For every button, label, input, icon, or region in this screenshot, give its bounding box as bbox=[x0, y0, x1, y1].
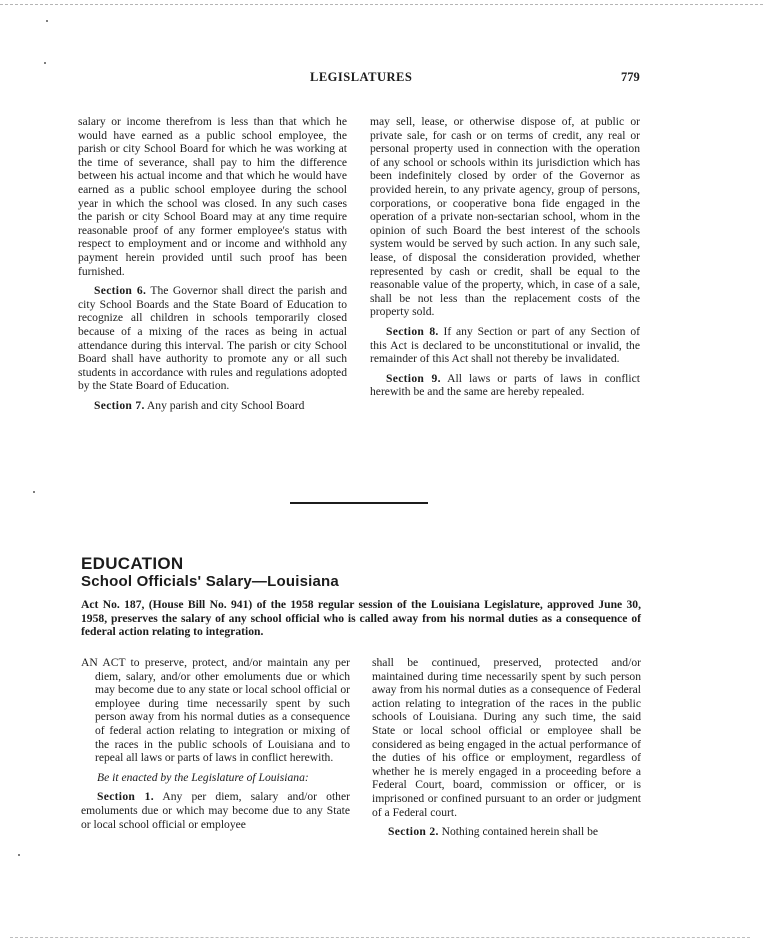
act-title-paragraph: AN ACT to preserve, protect, and/or maintain any per diem, salary, and/or other emoluments due or which may become due to any state or local school official or employee during time necessarily spent by such person away from his normal duties as a consequence of federal action relating to integration or mixing of the races in the public schools of Louisiana and to repeal all laws or parts of laws in conflict herewith. bbox=[81, 656, 350, 765]
section-label: Section 9. bbox=[386, 371, 441, 385]
act-right-column bbox=[372, 656, 641, 839]
act-left-column bbox=[81, 656, 350, 831]
section-text: Any per diem, salary and/or other emoluments due or which may become due to any State or local school official or employee bbox=[81, 790, 350, 831]
page-number: 779 bbox=[621, 70, 640, 84]
section-1 bbox=[81, 790, 350, 831]
top-right-column bbox=[370, 115, 640, 399]
article-title: School Officials' Salary—Louisiana bbox=[81, 573, 339, 590]
category-heading: EDUCATION bbox=[81, 554, 184, 573]
section-text: All laws or parts of laws in conflict herewith be and the same are hereby repealed. bbox=[370, 371, 640, 399]
section-label: Section 8. bbox=[386, 324, 439, 338]
section-9 bbox=[370, 372, 640, 399]
section-6 bbox=[78, 284, 347, 393]
running-title: LEGISLATURES bbox=[310, 70, 413, 84]
section-7 bbox=[78, 399, 347, 413]
section-label: Section 7. bbox=[94, 398, 145, 412]
section-label: Section 2. bbox=[388, 825, 439, 839]
section-text: Any parish and city School Board bbox=[144, 398, 305, 412]
section-text: If any Section or part of any Section of this Act is declared to be unconstitutional or invalid, the remainder of this Act shall not thereby be invalidated. bbox=[370, 324, 640, 366]
scan-speck bbox=[33, 491, 35, 493]
section-2 bbox=[372, 825, 641, 839]
section-label: Section 6. bbox=[94, 284, 147, 298]
scan-speck bbox=[18, 854, 20, 856]
continued-paragraph: shall be continued, preserved, protected and/or maintained during time necessarily spent by such person away from his normal duties as a consequence of Federal action relating to integration of the races in the public schools of Louisiana. During any such time, the said State or local school official or employee shall be considered as being engaged in the actual performance of the duties of his office or employment, regardless of whether he is merely engaged in a proceeding before a Federal Court, board, commission or officer, or is imprisoned or confined pursuant to an order or judgment of a Federal court. bbox=[372, 656, 641, 819]
section-text: The Governor shall direct the parish and city School Boards and the State Board of Education to recognize all children in schools temporarily closed because of a mixing of the races as being in actual attendance during this interval. The parish or city School Board shall have authority to promote any or all such students in accordance with rules and regulations adopted by the State Board of Education. bbox=[78, 284, 347, 393]
scan-speck bbox=[46, 20, 48, 22]
top-left-column bbox=[78, 115, 347, 412]
section-label: Section 1. bbox=[97, 790, 154, 804]
scan-speck bbox=[44, 62, 46, 64]
article-summary: Act No. 187, (House Bill No. 941) of the 1958 regular session of the Louisiana Legislature, approved June 30, 1958, preserves the salary of any school official who is called away from his normal duties as a consequence of federal action relating to integration. bbox=[81, 598, 641, 639]
scan-edge-bottom bbox=[10, 937, 750, 938]
continued-paragraph: salary or income therefrom is less than that which he would have earned as a public school employee, the parish or city School Board for which he was working at the time of severance, shall pay to him the difference between his actual income and that which he would have earned as a public school employee during the school year in which the school was closed. In any such cases the parish or city School Board may at any time require reasonable proof of any former employee's status with respect to employment and or income and withhold any payment herein provided until such proof has been furnished. bbox=[78, 115, 347, 278]
section-text: Nothing contained herein shall be bbox=[438, 825, 599, 839]
enacting-clause: Be it enacted by the Legislature of Louisiana: bbox=[97, 770, 309, 784]
continued-paragraph: may sell, lease, or otherwise dispose of, at public or private sale, for cash or on terms of credit, any real or personal property used in connection with the operation of any school or schools within its jurisdiction which has been indefinitely closed by order of the Governor as provided herein, to any private agency, group of persons, corporations, or cooperative bona fide engaged in the operation of a private non-sectarian school, whom in the opinion of such Board the best interest of the schools system would be served by such action. In any such sale, lease, of disposal the consideration provided, whether represented by cash or credit, shall be equal to the reasonable value of the property, which, in case of a sale, shall be not less than the replacement costs of the property sold. bbox=[370, 115, 640, 319]
section-8 bbox=[370, 325, 640, 366]
scan-edge-top bbox=[0, 4, 763, 5]
section-divider bbox=[290, 502, 428, 504]
